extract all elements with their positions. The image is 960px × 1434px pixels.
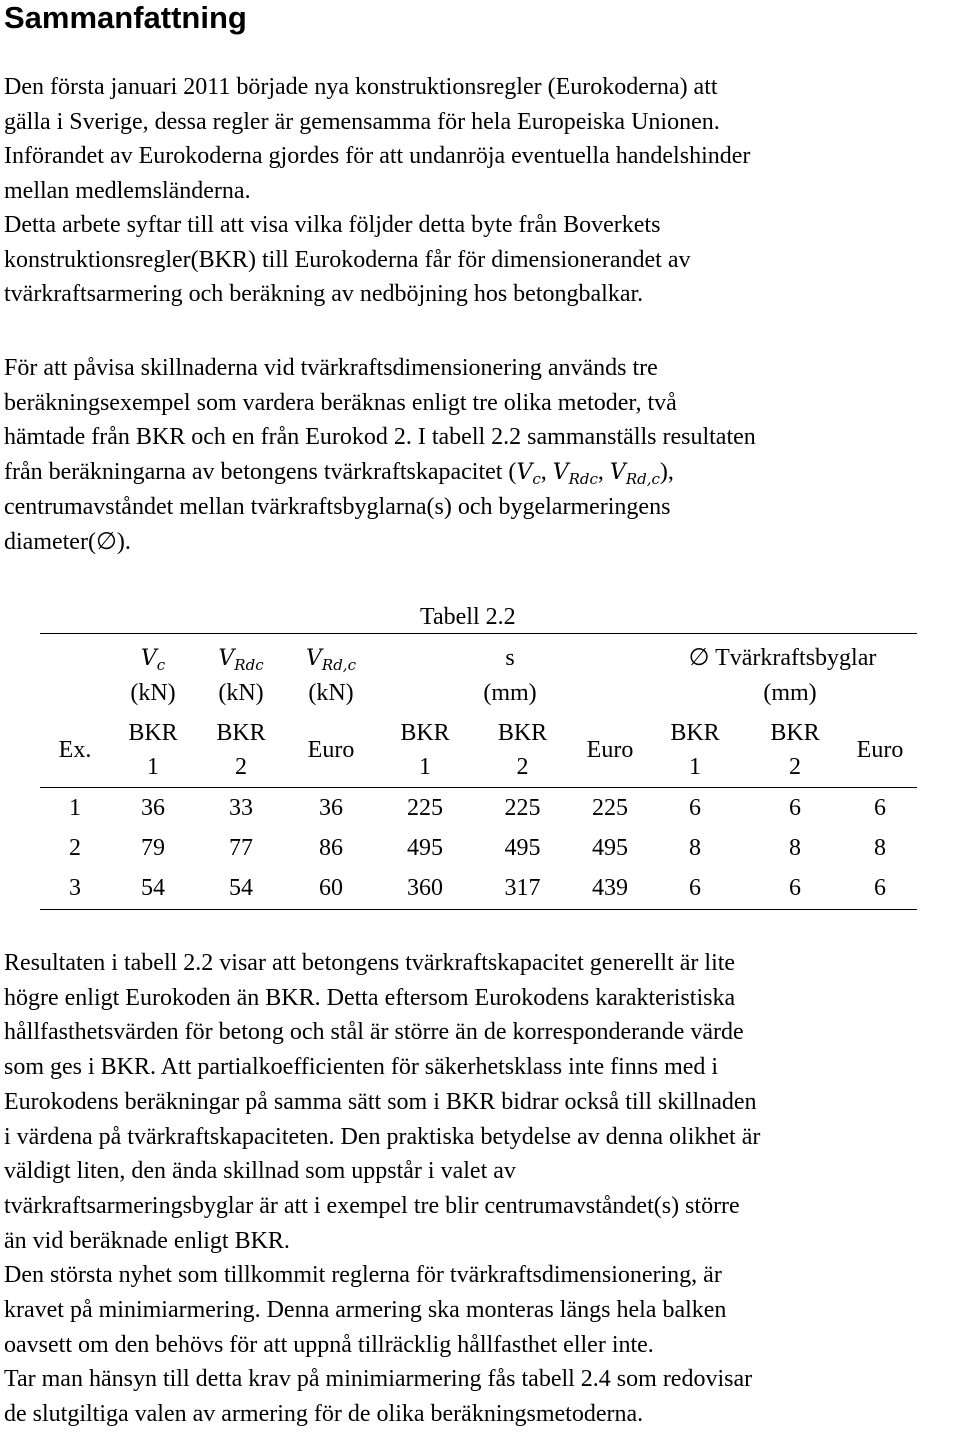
text-line: oavsett om den behövs för att uppnå tillräcklig hållfasthet eller inte. <box>4 1331 654 1358</box>
table-cell: 225 <box>407 795 443 821</box>
table-cell: 54 <box>229 875 253 901</box>
header-unit-mm: (mm) <box>763 680 817 706</box>
header-unit-kn: (kN) <box>218 680 264 706</box>
text-line: högre enligt Eurokoden än BKR. Detta eftersom Eurokodens karakteristiska <box>4 984 736 1011</box>
text-line: Resultaten i tabell 2.2 visar att betongens tvärkraftskapacitet generellt är lite <box>4 950 736 976</box>
table-cell: 60 <box>319 875 343 901</box>
table-cell: 6 <box>689 795 701 821</box>
text-line: hämtade från BKR och en från Eurokod 2. I tabell 2.2 sammanställs resultaten <box>4 424 756 450</box>
table-cell: 1 <box>69 795 81 821</box>
header-example: Ex. <box>58 737 92 763</box>
text-line: mellan medlemsländerna. <box>4 177 251 204</box>
symbol-vrd-c: $V_{Rd,c}$ <box>609 459 660 488</box>
text-line: väldigt liten, den ända skillnad som uppstår i valet av <box>4 1158 516 1185</box>
table-cell: 79 <box>141 835 165 861</box>
table-cell: 86 <box>319 835 343 861</box>
text-line: Den första januari 2011 började nya konstruktionsregler (Eurokoderna) att <box>4 74 718 100</box>
method-bkr-number: 1 <box>419 754 431 780</box>
method-bkr: BKR <box>770 720 820 746</box>
text-line: de slutgiltiga valen av armering för de olika beräkningsmetoderna. <box>4 1401 644 1428</box>
text-line: För att påvisa skillnaderna vid tvärkraftsdimensionering används tre <box>4 355 658 381</box>
text-line: centrumavståndet mellan tvärkraftsbyglarna(s) och bygelarmeringens <box>4 494 671 520</box>
table-cell: 495 <box>504 835 541 861</box>
header-vc: $V_c$ <box>140 646 166 674</box>
method-euro: Euro <box>856 737 904 763</box>
table-bottom-rule <box>40 909 917 910</box>
text-line: Detta arbete syftar till att visa vilka följder detta byte från Boverkets <box>4 212 661 238</box>
header-unit-kn: (kN) <box>308 680 354 706</box>
method-bkr-number: 1 <box>147 754 159 780</box>
method-euro: Euro <box>307 737 355 763</box>
text-line: diameter(∅). <box>4 528 131 555</box>
table-cell: 6 <box>689 875 701 901</box>
method-bkr-number: 1 <box>689 754 701 780</box>
method-bkr-number: 2 <box>235 754 247 780</box>
table-cell: 8 <box>874 835 886 861</box>
section-heading: Sammanfattning <box>4 0 247 35</box>
text-line-with-symbols: från beräkningarna av betongens tvärkraftskapacitet ($V_c$, $V_{Rdc}$, $V_{Rd,c}$), <box>4 458 674 488</box>
text-line: Eurokodens beräkningar på samma sätt som i BKR bidrar också till skillnaden <box>4 1088 757 1115</box>
table-cell: 225 <box>592 795 628 821</box>
method-bkr: BKR <box>128 720 178 746</box>
text-line: kravet på minimiarmering. Denna armering ska monteras längs hela balken <box>4 1297 727 1324</box>
table-cell: 8 <box>689 835 701 861</box>
method-bkr: BKR <box>670 720 720 746</box>
table-cell: 439 <box>592 875 628 901</box>
table-cell: 77 <box>229 835 253 861</box>
table-cell: 8 <box>789 835 801 861</box>
table-cell: 3 <box>69 875 81 901</box>
table-cell: 6 <box>874 875 886 901</box>
table-cell: 36 <box>319 795 343 821</box>
table-cell: 495 <box>407 835 443 861</box>
method-bkr: BKR <box>400 720 450 746</box>
header-unit-kn: (kN) <box>130 680 176 706</box>
text-line: konstruktionsregler(BKR) till Eurokoderna får för dimensionerandet av <box>4 246 691 273</box>
method-bkr-number: 2 <box>516 754 529 780</box>
text-line: än vid beräknade enligt BKR. <box>4 1227 290 1254</box>
text-line: i värdena på tvärkraftskapaciteten. Den praktiska betydelse av denna olikhet är <box>4 1123 761 1150</box>
table-cell: 317 <box>504 875 541 901</box>
method-bkr: BKR <box>216 720 266 746</box>
text-line: tvärkraftsarmering och beräkning av nedböjning hos betongbalkar. <box>4 281 644 307</box>
table-cell: 360 <box>407 875 443 901</box>
table-cell: 6 <box>874 795 886 821</box>
text-line: gälla i Sverige, dessa regler är gemensamma för hela Europeiska Unionen. <box>4 108 720 135</box>
method-bkr-number: 2 <box>789 754 801 780</box>
method-bkr: BKR <box>497 720 548 746</box>
text-line: Tar man hänsyn till detta krav på minimiarmering fås tabell 2.4 som redovisar <box>4 1366 753 1393</box>
header-s: s <box>505 645 515 671</box>
table-cell: 6 <box>789 795 801 821</box>
table-cell: 36 <box>141 795 165 821</box>
table-cell: 2 <box>69 835 81 861</box>
text-line: beräkningsexempel som vardera beräknas enligt tre olika metoder, två <box>4 389 677 416</box>
header-unit-mm: (mm) <box>483 680 537 706</box>
text-line: Den största nyhet som tillkommit reglerna för tvärkraftsdimensionering, är <box>4 1262 722 1289</box>
intro-paragraph <box>4 70 958 312</box>
table-header-rule <box>40 787 917 788</box>
results-paragraph <box>4 946 958 1432</box>
table-cell: 6 <box>789 875 801 901</box>
symbol-vc: $V_c$ <box>516 459 541 488</box>
table-cell: 225 <box>504 795 541 821</box>
table-cell: 33 <box>229 795 253 821</box>
text-line: Införandet av Eurokoderna gjordes för att undanröja eventuella handelshinder <box>4 143 751 169</box>
table-caption: Tabell 2.2 <box>420 604 516 630</box>
text-line: hållfasthetsvärden för betong och stål är större än de korresponderande värde <box>4 1019 744 1046</box>
table-cell: 54 <box>141 875 165 901</box>
header-vrdc: $V_{Rdc}$ <box>218 646 264 674</box>
header-diameter: ∅ Tvärkraftsbyglar <box>688 645 877 671</box>
text-line: som ges i BKR. Att partialkoefficienten för säkerhetsklass inte finns med i <box>4 1054 719 1081</box>
table-cell: 495 <box>592 835 628 861</box>
method-paragraph <box>4 351 958 559</box>
symbol-vrdc: $V_{Rdc}$ <box>552 459 598 488</box>
text-line: tvärkraftsarmeringsbyglar är att i exempel tre blir centrumavståndet(s) större <box>4 1192 740 1219</box>
method-euro: Euro <box>586 737 634 763</box>
table-top-rule <box>40 633 917 634</box>
header-vrd-c: $V_{Rd,c}$ <box>306 646 356 674</box>
